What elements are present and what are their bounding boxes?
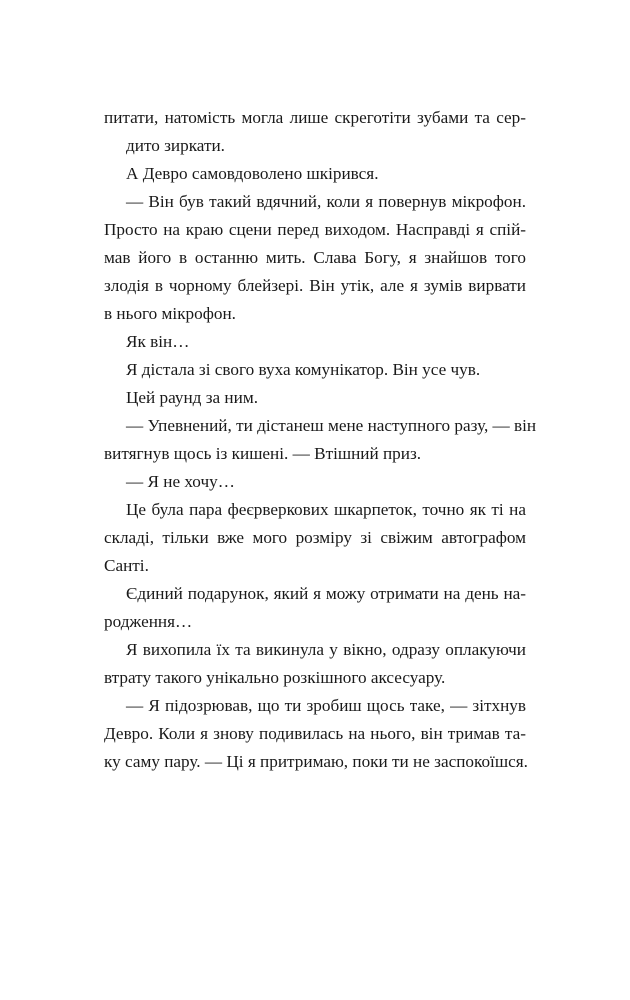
text-line: Я вихопила їх та викинула у вікно, одразу оплакуючи (126, 640, 526, 659)
text-line: складі, тільки вже мого розміру зі свіжим автографом (104, 528, 526, 547)
text-line: питати, натомість могла лише скреготіти зубами та сер- (104, 108, 526, 127)
text-line: родження… (104, 612, 193, 631)
page-text (104, 104, 537, 776)
text-line: — Упевнений, ти дістанеш мене наступного разу, — він (126, 416, 537, 435)
text-line: в нього мікрофон. (104, 304, 236, 323)
text-line: Девро. Коли я знову подивилась на нього, він тримав та- (104, 724, 526, 743)
text-line: А Девро самовдоволено шкірився. (126, 164, 379, 183)
text-line: дито зиркати. (126, 136, 225, 155)
text-line: ку саму пару. — Ці я притримаю, поки ти не заспокоїшся. (104, 752, 528, 771)
text-line: Цей раунд за ним. (126, 388, 259, 407)
text-line: Це була пара феєрверкових шкарпеток, точно як ті на (126, 500, 526, 519)
text-line: Санті. (104, 556, 149, 575)
text-line: Як він… (126, 332, 190, 351)
text-line: Просто на краю сцени перед виходом. Насправді я спій- (104, 220, 526, 239)
text-line: Єдиний подарунок, який я можу отримати на день на- (126, 584, 526, 603)
text-line: втрату такого унікально розкішного аксесуару. (104, 668, 446, 687)
text-line: — Я підозрював, що ти зробиш щось таке, — зітхнув (126, 696, 526, 715)
text-line: — Я не хочу… (126, 472, 235, 491)
text-line: Я дістала зі свого вуха комунікатор. Він усе чув. (126, 360, 481, 379)
text-line: витягнув щось із кишені. — Втішний приз. (104, 444, 422, 463)
text-line: — Він був такий вдячний, коли я повернув мікрофон. (126, 192, 526, 211)
text-line: мав його в останню мить. Слава Богу, я знайшов того (104, 248, 526, 267)
text-line: злодія в чорному блейзері. Він утік, але я зумів вирвати (104, 276, 526, 295)
